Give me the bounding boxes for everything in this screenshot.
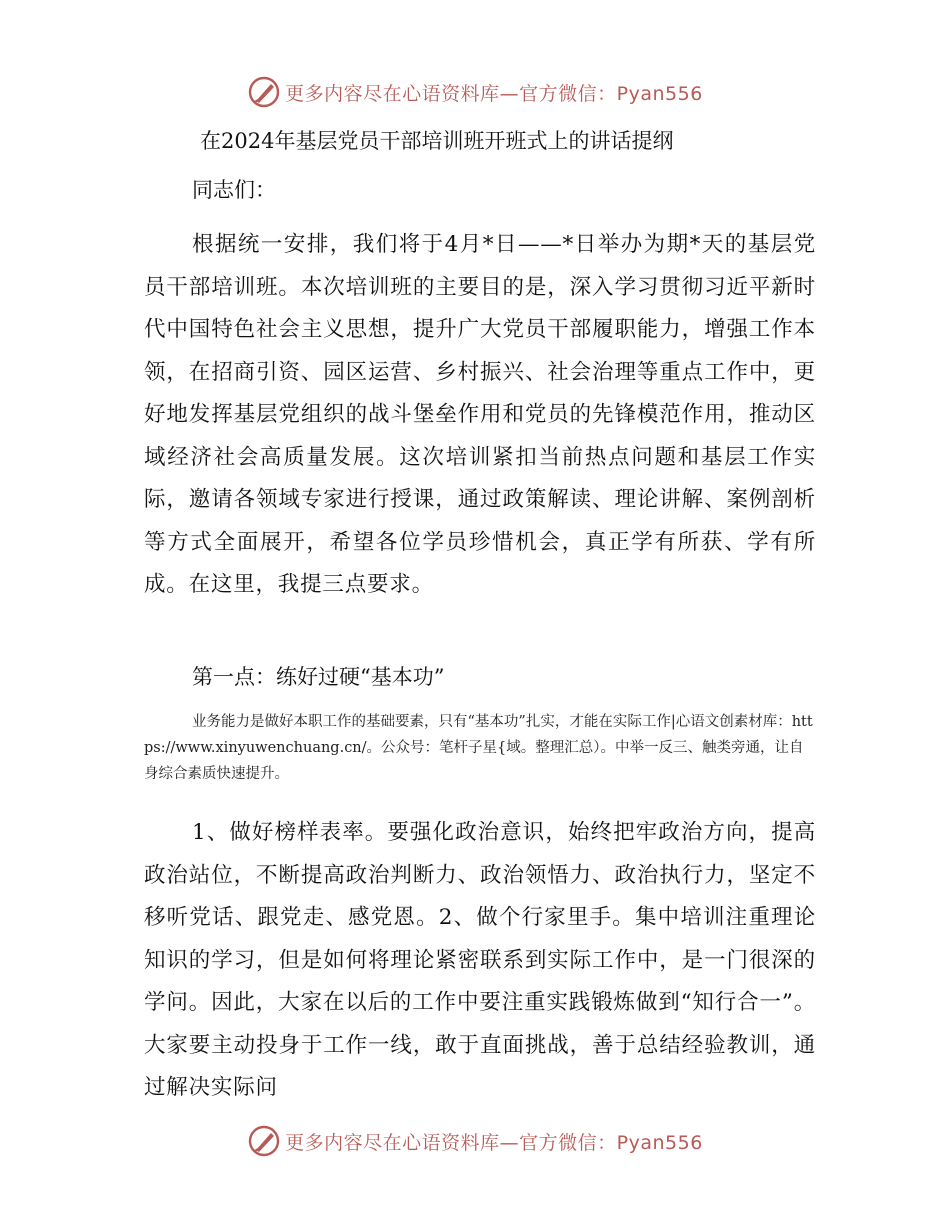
inserted-note: 业务能力是做好本职工作的基础要素，只有“基本功”扎实，才能在实际工作|心语文创素材库：https://www.xinyuwenchuang.cn/。公众号：笔杆子星{域。整理汇总）。中举一反三、触类旁通，让自身综合素质快速提升。 [144,714,813,782]
quill-pen-circle-logo-icon [247,1124,281,1158]
watermark-banner-top [0,72,950,112]
document-title: 在2024年基层党员干部培训班开班式上的讲话提纲 [200,129,674,153]
paragraph-intro: 根据统一安排，我们将于4月*日——*日举办为期*天的基层党员干部培训班。本次培训班的主要目的是，深入学习贯彻习近平新时代中国特色社会主义思想，提升广大党员干部履职能力，增强工作本领，在招商引资、园区运营、乡村振兴、社会治理等重点工作中，更好地发挥基层党组织的战斗堡垒作用和党员的先锋模范作用，推动区域经济社会高质量发展。这次培训紧扣当前热点问题和基层工作实际，邀请各领域专家进行授课，通过政策解读、理论讲解、案例剖析等方式全面展开，希望各位学员珍惜机会，真正学有所获、学有所成。在这里，我提三点要求。 [144,232,816,597]
paragraph-point-1: 1、做好榜样表率。要强化政治意识，始终把牢政治方向，提高政治站位，不断提高政治判断力、政治领悟力、政治执行力，坚定不移听党话、跟党走、感党恩。2、做个行家里手。集中培训注重理论知识的学习，但是如何将理论紧密联系到实际工作中，是一门很深的学问。因此，大家在以后的工作中要注重实践锻炼做到“知行合一”。大家要主动投身于工作一线，敢于直面挑战，善于总结经验教训，通过解决实际问 [144,820,816,1100]
watermark-banner-bottom [0,1121,950,1161]
section-heading-1: 第一点：练好过硬“基本功” [192,665,445,689]
watermark-text: 更多内容尽在心语资料库—官方微信：Pyan556 [285,82,703,105]
salutation: 同志们： [192,178,276,202]
watermark-text-bottom: 更多内容尽在心语资料库—官方微信：Pyan556 [285,1131,703,1154]
quill-pen-circle-logo-icon [247,75,281,109]
